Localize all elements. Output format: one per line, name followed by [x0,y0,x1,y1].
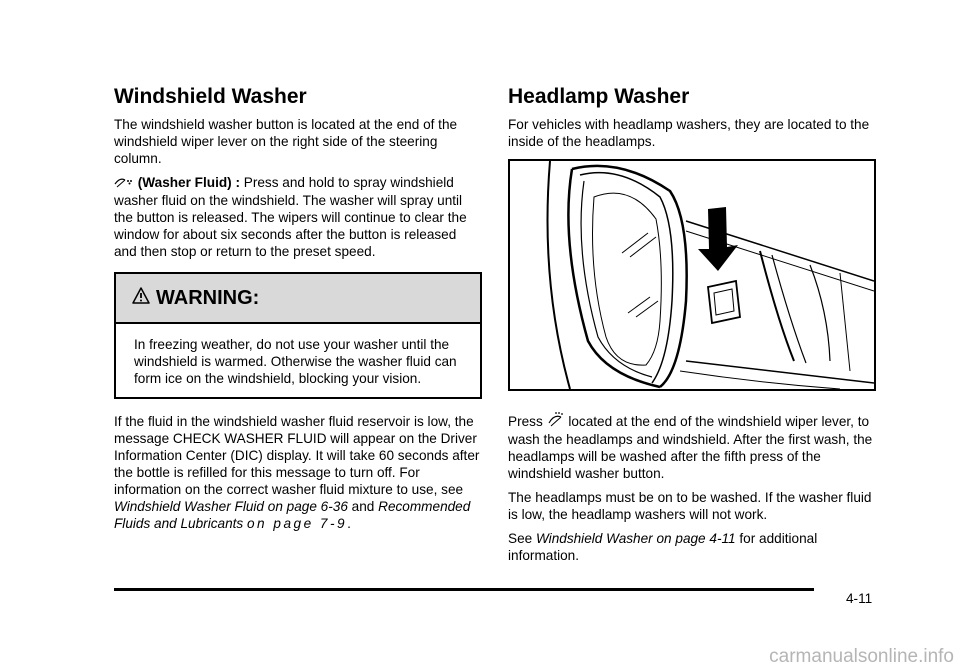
see-paragraph [508,530,878,564]
washer-fluid-paragraph [114,174,482,260]
ref-windshield-washer-link[interactable]: Windshield Washer on page 4-11 [535,531,736,546]
headlamp-washer-intro: For vehicles with headlamp washers, they are located to the inside of the headlamps. [508,117,870,149]
fluid-low-text: If the fluid in the windshield washer fluid reservoir is low, the message CHECK WASHER FLUID will appear on the Driver Information Center (DIC) display. It will take 60 seconds after the bottle is refilled for this message to turn off. For information on the correct washer fluid mixture to use, see [114,414,480,497]
warning-box [114,272,482,399]
press-rest-text: located at the end of the windshield wiper lever, to wash the headlamps and windshield. After the first wash, the headlamps will be washed after the fifth press of the windshield washer button. [508,414,873,481]
washer-fluid-icon [547,411,565,431]
see-text: See [508,531,533,546]
warning-header [116,274,480,324]
page-number: 4-11 [846,591,873,606]
left-column [114,84,482,539]
warning-triangle-icon [132,287,150,310]
windshield-washer-intro: The windshield washer button is located at the end of the windshield wiper lever on the right side of the steering column. [114,117,458,166]
washer-fluid-label: (Washer Fluid) : [137,175,240,190]
press-text: Press [508,414,543,429]
ref-washer-fluid-link[interactable]: Windshield Washer Fluid on page 6-36 [114,499,348,514]
see-rest-text: for additional information. [508,531,818,563]
headlamp-washer-heading: Headlamp Washer [508,85,690,108]
warning-title: WARNING: [156,286,260,309]
ref-recommended-fluids-page[interactable]: on page 7-9 [247,516,348,531]
headlamp-illustration [508,159,876,391]
right-column [508,84,878,571]
and-text: and [351,499,375,514]
press-paragraph [508,411,878,482]
period: . [347,516,354,531]
washer-fluid-text: Press and hold to spray windshield washer fluid on the windshield. The washer will spray until the button is released. The wipers will continue to clear the window for about six seconds after the button is released and then stop or return to the preset speed. [114,175,467,259]
headlamps-on-paragraph: The headlamps must be on to be washed. If the washer fluid is low, the headlamp washers will not work. [508,490,872,522]
ref-recommended-fluids-link[interactable]: Recommended Fluids and Lubricants [114,499,471,531]
windshield-washer-heading: Windshield Washer [114,85,307,108]
footer-rule [114,588,814,591]
washer-fluid-icon [114,175,134,192]
watermark: carmanualsonline.info [769,646,954,667]
warning-body [116,324,480,397]
warning-text: In freezing weather, do not use your washer until the windshield is warmed. Otherwise the washer fluid can form ice on the windshield, blocking your vision. [134,337,457,386]
fluid-low-paragraph [114,413,482,532]
